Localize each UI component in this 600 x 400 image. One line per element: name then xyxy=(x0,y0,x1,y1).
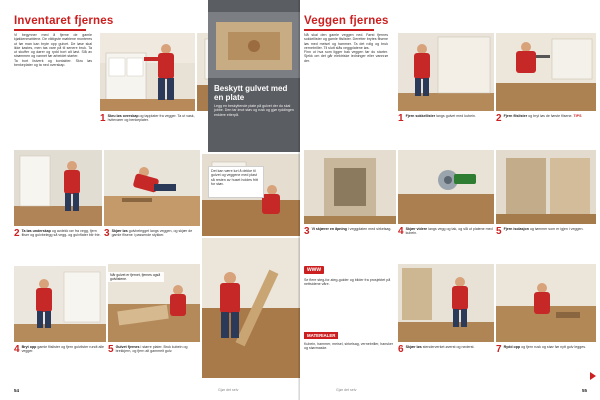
step-2-caption: 2 Ta løs underskap og avdekk rør fra vegg, fjern fliser og gulvbelegg så vegg- og gulvflater blir frie. xyxy=(14,228,101,239)
right-step-5-caption: 5 Fjern isolasjon og tømmer som er igjen i veggen. xyxy=(496,226,584,237)
photo-wall-plates xyxy=(496,150,596,224)
right-page xyxy=(300,0,600,400)
photo-cabinet-removal xyxy=(100,33,195,111)
page-number-left: 54 xyxy=(14,388,20,393)
folio-label-right: Gjør det selv xyxy=(336,388,357,392)
photo-remove-insulation xyxy=(398,264,494,342)
floor-cover-note: Det kan være lurt å dekke til gulvet og veggene med plast så resten av huset holdes fritt for støv. xyxy=(208,166,264,198)
photo-tall-floor-removal xyxy=(202,238,300,378)
right-step-3-caption: 3 Vi skjærer en åpning i veggplaten med sirkelsag. xyxy=(304,226,392,237)
photo-step-3 xyxy=(104,150,200,226)
www-text[interactable]: Se flere steg-for-steg-guider og bilder fra prosjektet på nettsidene våre. xyxy=(304,278,391,287)
materials-label: MATERIALER xyxy=(304,332,338,339)
photo-wall-opening xyxy=(304,150,396,224)
title-underline-right xyxy=(304,29,374,31)
materials-text: Kubein, hammer, meisel, sirkelsag, vernebriller, hansker og støvmaske. xyxy=(304,342,394,351)
photo-step-2 xyxy=(14,150,102,226)
step-5-caption: 5 Gulvet fjernes i større plater. Bruk kubein og brekkjern, og fjern alt gammelt gulv. xyxy=(108,344,188,355)
folio-label-left: Gjør det selv xyxy=(218,388,239,392)
step-4-caption: 4 Bryt opp gamle flislister og fjern gulvlister rundt alle vegger. xyxy=(14,344,105,355)
tip-box-protect-floor: Beskytt gulvet med en plate Legg en beskyttende plate på gulvet der du skal jobbe. Den tar imot støv og rusk og gjør ryddingen enklere etterpå. xyxy=(208,0,300,152)
next-page-arrow-icon xyxy=(590,372,596,380)
photo-step-4b xyxy=(14,266,106,342)
page-number-right: 55 xyxy=(582,388,588,393)
photo-floor-plate xyxy=(208,12,300,78)
photo-tile-removal xyxy=(496,33,596,111)
photo-saw-cutting xyxy=(398,150,494,224)
photo-skirting-removal xyxy=(398,33,494,111)
www-label: www xyxy=(304,266,324,274)
step-3-caption: 3 Skjær løs gulvbelegget langs veggen, og skjær de gamle flisene i passende stykker. xyxy=(104,228,193,239)
right-step-4-caption: 4 Skjær videre langs vegg og tak, og slå ut platene med kubein. xyxy=(398,226,493,237)
right-step-1-caption: 1 Fjern sokkellister langs gulvet med kubein. xyxy=(398,113,476,124)
step-1-caption: 1 Skru løs overskap og tapplater fra vegger. Ta ut vask, hvitevarer og benkeplater. xyxy=(100,113,195,124)
tips-label: TIPS xyxy=(573,114,582,118)
floor-removed-label: Når gulvet er fjernet, fjernes også gulvlistene. xyxy=(108,272,164,282)
title-underline xyxy=(14,29,86,31)
web-info-box xyxy=(304,266,396,326)
right-step-7-caption: 7 Rydd opp og fjern rusk og støv før nytt gulv legges. xyxy=(496,344,587,355)
intro-text-right: Nå skal den gamle veggen ned. Først fjernes sokkellister og gamle flislister. Deretter brytes flisene løs med meisel og hammer. Ta det rolig og bruk vernebriller. Til slutt slås veggplatene løs. Finn ut hva som ligger bak veggen før du starter. Sjekk om det går elektriske ledninger eller vannrør der. xyxy=(304,33,388,63)
right-step-2-caption: 2 Fjern flislister og bryt løs de første flisene. TIPS xyxy=(496,113,582,124)
page-title: Inventaret fjernes xyxy=(14,15,114,27)
right-step-6-caption: 6 Skjær løs stenderverket øverst og nederst. xyxy=(398,344,475,355)
intro-text: Vi begynner med å fjerne de gamle kjøkkenmøblene. De viktigste møblene monteres ut før man kan bryte opp gulvet. De løse skal ikke kastes, men tas vare på til senere bruk. Ta ut skuffer og dører og rydd bort alt løst. Slå av strømmen og vannet før arbeidet starter. Ta bort listverk og kontakter. Skru løs benkeplater og ta ned overskap. xyxy=(14,33,92,68)
photo-cleanup xyxy=(496,264,596,342)
page-title-right: Veggen fjernes xyxy=(304,15,389,27)
